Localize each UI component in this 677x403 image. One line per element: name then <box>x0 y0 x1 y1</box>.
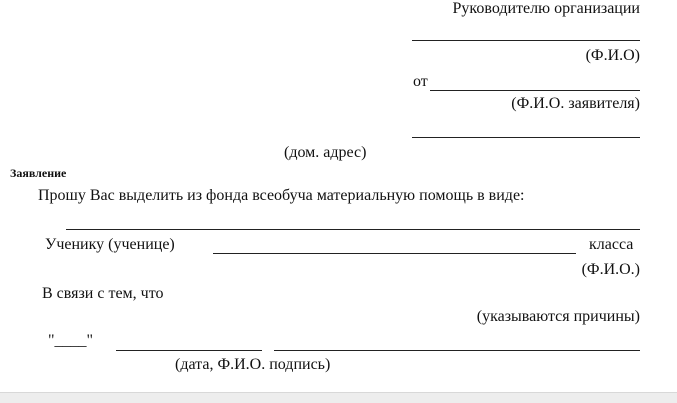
reason-caption: (указываются причины) <box>476 308 640 325</box>
from-label: от <box>413 73 428 90</box>
student-name-line[interactable] <box>213 253 576 254</box>
applicant-caption: (Ф.И.О. заявителя) <box>511 95 640 112</box>
reason-label: В связи с тем, что <box>42 285 164 302</box>
recipient-label: Руководителю организации <box>452 0 640 17</box>
address-line[interactable] <box>412 137 640 138</box>
viewer-bottom-strip <box>0 392 677 403</box>
signature-line[interactable] <box>274 350 640 351</box>
student-label: Ученику (ученице) <box>45 236 175 253</box>
document-title: Заявление <box>10 166 67 180</box>
applicant-name-line[interactable] <box>430 90 640 91</box>
recipient-caption: (Ф.И.О) <box>585 47 640 64</box>
class-label: класса <box>589 236 634 253</box>
aid-type-line[interactable] <box>66 229 640 230</box>
request-text: Прошу Вас выделить из фонда всеобуча материальную помощь в виде: <box>38 187 525 204</box>
address-caption: (дом. адрес) <box>284 144 367 161</box>
signature-caption: (дата, Ф.И.О. подпись) <box>175 356 331 373</box>
date-line[interactable] <box>116 350 262 351</box>
student-caption: (Ф.И.О.) <box>581 261 640 278</box>
date-field[interactable]: "____" <box>48 332 94 349</box>
recipient-name-line[interactable] <box>412 40 640 41</box>
